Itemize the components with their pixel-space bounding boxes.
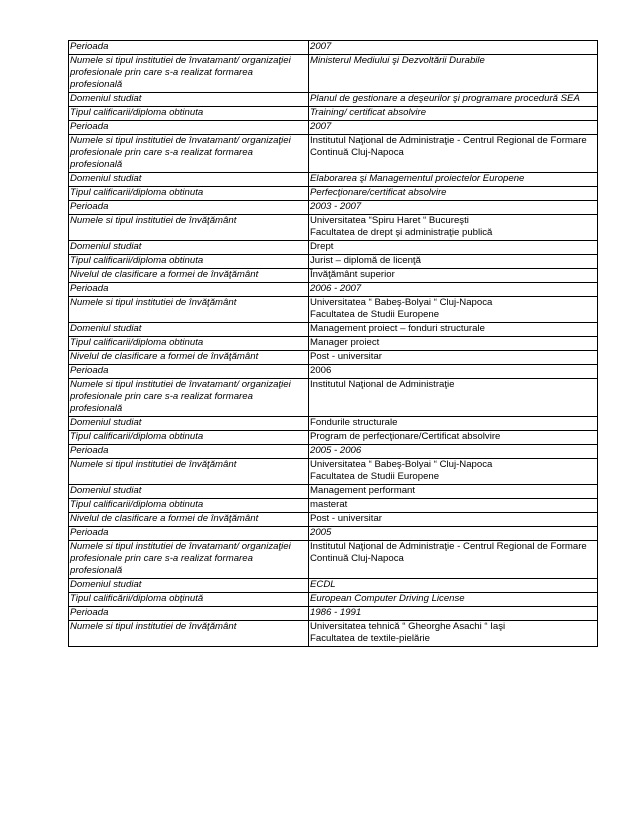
value-line: 2003 - 2007 (310, 201, 362, 212)
row-label: Perioada (69, 41, 309, 55)
value-line: Universitatea tehnică “ Gheorghe Asachi “ Iaşi (310, 621, 506, 632)
value-line: Institutul Naţional de Administraţie - Centrul Regional de Formare Continuă Cluj-Napoca (310, 135, 587, 158)
table-row (69, 499, 598, 513)
row-value (309, 337, 598, 351)
row-value (309, 215, 598, 241)
value-line: Training/ certificat absolvire (310, 107, 427, 118)
row-label: Numele si tipul institutiei de învatamant/ organizaţiei profesionale prin care s-a realizat formarea profesională (69, 55, 309, 93)
table-row (69, 621, 598, 647)
row-label: Tipul calificarii/diploma obtinuta (69, 107, 309, 121)
row-value (309, 351, 598, 365)
table-row (69, 337, 598, 351)
value-line: European Computer Driving License (310, 593, 465, 604)
row-value (309, 417, 598, 431)
value-line: masterat (310, 499, 348, 510)
value-line: 2007 (310, 41, 332, 52)
table-row (69, 485, 598, 499)
row-value (309, 55, 598, 93)
table-row (69, 135, 598, 173)
value-line: ECDL (310, 579, 336, 590)
table-row (69, 579, 598, 593)
value-line: 2005 (310, 527, 332, 538)
row-label: Tipul calificarii/diploma obtinuta (69, 431, 309, 445)
row-value (309, 541, 598, 579)
table-row (69, 365, 598, 379)
table-row (69, 459, 598, 485)
value-line: 2006 - 2007 (310, 283, 362, 294)
row-value (309, 201, 598, 215)
row-label: Tipul calificarii/diploma obtinuta (69, 499, 309, 513)
row-label: Numele si tipul institutiei de învăţământ (69, 297, 309, 323)
value-line: Management proiect – fonduri structurale (310, 323, 485, 334)
row-label: Domeniul studiat (69, 417, 309, 431)
table-row (69, 41, 598, 55)
row-label: Perioada (69, 201, 309, 215)
row-label: Perioada (69, 121, 309, 135)
table-row (69, 297, 598, 323)
row-value (309, 323, 598, 337)
value-line: Perfecţionare/certificat absolvire (310, 187, 447, 198)
table-row (69, 527, 598, 541)
row-label: Domeniul studiat (69, 241, 309, 255)
table-row (69, 173, 598, 187)
row-value (309, 365, 598, 379)
row-value (309, 255, 598, 269)
row-label: Tipul calificarii/diploma obtinuta (69, 255, 309, 269)
table-row (69, 187, 598, 201)
row-label: Nivelul de clasificare a formei de învăţământ (69, 351, 309, 365)
value-line: Jurist – diplomă de licenţă (310, 255, 421, 266)
row-value (309, 621, 598, 647)
value-line: Management performant (310, 485, 416, 496)
table-row (69, 445, 598, 459)
table-row (69, 255, 598, 269)
table-row (69, 351, 598, 365)
value-line: 2005 - 2006 (310, 445, 362, 456)
value-line: Drept (310, 241, 334, 252)
value-line: 1986 - 1991 (310, 607, 362, 618)
row-value (309, 121, 598, 135)
row-label: Domeniul studiat (69, 173, 309, 187)
table-row (69, 283, 598, 297)
row-value (309, 93, 598, 107)
row-label: Nivelul de clasificare a formei de învăţământ (69, 513, 309, 527)
row-label: Tipul calificarii/diploma obtinuta (69, 187, 309, 201)
row-label: Numele si tipul institutiei de învăţământ (69, 215, 309, 241)
row-value (309, 459, 598, 485)
value-line: Învăţământ superior (310, 269, 395, 280)
value-line: Elaborarea şi Managementul proiectelor Europene (310, 173, 525, 184)
table-row (69, 201, 598, 215)
row-label: Nivelul de clasificare a formei de învăţământ (69, 269, 309, 283)
table-row (69, 55, 598, 93)
value-line: Facultatea de Studii Europene (310, 309, 440, 320)
table-row (69, 379, 598, 417)
row-value (309, 579, 598, 593)
education-table-body (69, 41, 598, 647)
row-label: Domeniul studiat (69, 323, 309, 337)
row-value (309, 499, 598, 513)
row-label: Numele si tipul institutiei de învatamant/ organizaţiei profesionale prin care s-a realizat formarea profesională (69, 135, 309, 173)
table-row (69, 93, 598, 107)
row-value (309, 379, 598, 417)
row-label: Domeniul studiat (69, 485, 309, 499)
table-row (69, 269, 598, 283)
value-line: Universitatea “Spiru Haret “ Bucureşti (310, 215, 469, 226)
table-row (69, 513, 598, 527)
table-row (69, 323, 598, 337)
value-line: Institutul Naţional de Administraţie - Centrul Regional de Formare Continuă Cluj-Napoca (310, 541, 587, 564)
row-label: Domeniul studiat (69, 93, 309, 107)
value-line: Ministerul Mediului şi Dezvoltării Durabile (310, 55, 485, 66)
row-value (309, 187, 598, 201)
value-line: Universitatea “ Babeş-Bolyai “ Cluj-Napoca (310, 297, 493, 308)
row-label: Numele si tipul institutiei de învatamant/ organizaţiei profesionale prin care s-a realizat formarea profesională (69, 379, 309, 417)
table-row (69, 541, 598, 579)
row-value (309, 135, 598, 173)
row-label: Numele si tipul institutiei de învatamant/ organizaţiei profesionale prin care s-a realizat formarea profesională (69, 541, 309, 579)
row-value (309, 107, 598, 121)
row-value (309, 431, 598, 445)
table-row (69, 607, 598, 621)
row-label: Tipul calificarii/diploma obtinuta (69, 337, 309, 351)
value-line: Manager proiect (310, 337, 380, 348)
row-value (309, 297, 598, 323)
table-row (69, 215, 598, 241)
row-value (309, 283, 598, 297)
row-value (309, 485, 598, 499)
row-value (309, 593, 598, 607)
row-label: Perioada (69, 527, 309, 541)
row-value (309, 241, 598, 255)
row-value (309, 173, 598, 187)
value-line: Post - universitar (310, 513, 382, 524)
table-row (69, 593, 598, 607)
value-line: 2007 (310, 121, 332, 132)
row-label: Numele si tipul institutiei de învăţământ (69, 459, 309, 485)
row-value (309, 41, 598, 55)
value-line: Post - universitar (310, 351, 382, 362)
row-label: Perioada (69, 607, 309, 621)
row-label: Domeniul studiat (69, 579, 309, 593)
table-row (69, 107, 598, 121)
row-value (309, 513, 598, 527)
education-table (68, 40, 598, 647)
table-row (69, 241, 598, 255)
row-value (309, 607, 598, 621)
row-label: Perioada (69, 445, 309, 459)
value-line: Universitatea “ Babeş-Bolyai “ Cluj-Napoca (310, 459, 493, 470)
table-row (69, 417, 598, 431)
value-line: Facultatea de Studii Europene (310, 471, 440, 482)
table-row (69, 121, 598, 135)
value-line: Facultatea de textile-pielărie (310, 633, 430, 644)
value-line: Program de perfecţionare/Certificat absolvire (310, 431, 501, 442)
row-value (309, 527, 598, 541)
row-label: Numele si tipul institutiei de învăţământ (69, 621, 309, 647)
value-line: 2006 (310, 365, 332, 376)
value-line: Fondurile structurale (310, 417, 398, 428)
row-value (309, 445, 598, 459)
value-line: Planul de gestionare a deşeurilor şi programare procedură SEA (310, 93, 580, 104)
row-label: Perioada (69, 365, 309, 379)
row-label: Perioada (69, 283, 309, 297)
value-line: Institutul Naţional de Administraţie (310, 379, 455, 390)
table-row (69, 431, 598, 445)
row-value (309, 269, 598, 283)
row-label: Tipul calificării/diploma obţinută (69, 593, 309, 607)
value-line: Facultatea de drept şi administraţie publică (310, 227, 493, 238)
